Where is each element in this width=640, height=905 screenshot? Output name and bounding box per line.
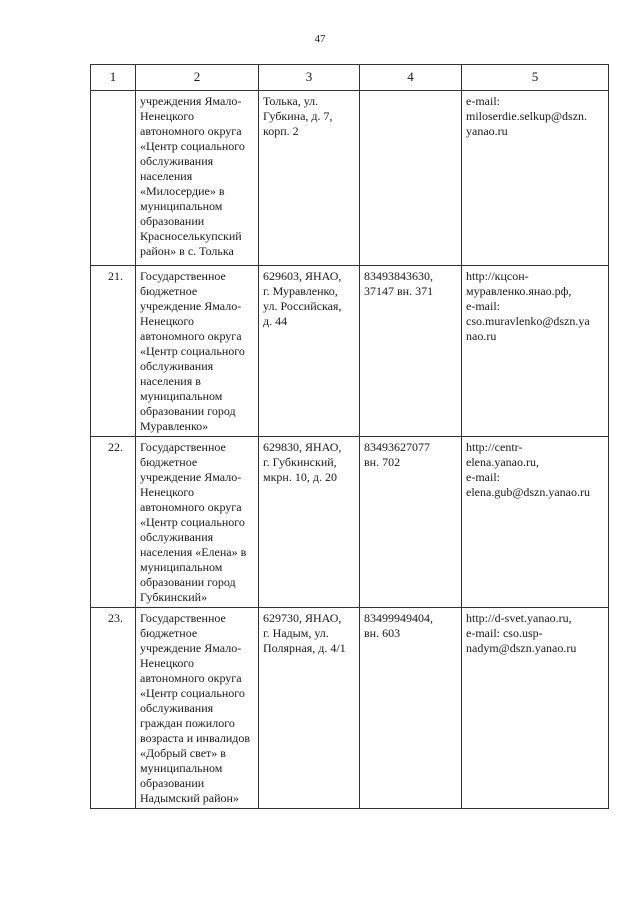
institution-web: http://кцсон- муравленко.янао.рф, e-mail: cso.muravlenko@dszn.ya nao.ru <box>462 266 609 437</box>
row-number <box>91 91 136 266</box>
institution-phone: 83499949404, вн. 603 <box>360 608 462 809</box>
column-header-4: 4 <box>360 65 462 91</box>
institutions-table <box>90 64 609 809</box>
row-number: 21. <box>91 266 136 437</box>
column-header-5: 5 <box>462 65 609 91</box>
row-number: 23. <box>91 608 136 809</box>
table-body <box>91 91 609 809</box>
page-number: 47 <box>314 33 326 45</box>
row-number: 22. <box>91 437 136 608</box>
table-row <box>91 91 609 266</box>
column-header-2: 2 <box>136 65 259 91</box>
institution-phone: 83493627077 вн. 702 <box>360 437 462 608</box>
header-row <box>91 65 609 91</box>
table-row <box>91 608 609 809</box>
column-header-3: 3 <box>259 65 360 91</box>
institution-address: 629603, ЯНАО, г. Муравленко, ул. Российская, д. 44 <box>259 266 360 437</box>
table-row <box>91 266 609 437</box>
table-header <box>91 65 609 91</box>
institution-web: http://d-svet.yanao.ru, e-mail: cso.usp- nadym@dszn.yanao.ru <box>462 608 609 809</box>
institution-address: Толька, ул. Губкина, д. 7, корп. 2 <box>259 91 360 266</box>
table-row <box>91 437 609 608</box>
institution-web: e-mail: miloserdie.selkup@dszn. yanao.ru <box>462 91 609 266</box>
institution-name: Государственное бюджетное учреждение Ямало- Ненецкого автономного округа «Центр социального обслуживания населения «Елена» в муниципальном образовании город Губкинский» <box>136 437 259 608</box>
institution-name: учреждения Ямало- Ненецкого автономного округа «Центр социального обслуживания населения «Милосердие» в муниципальном образовании Красноселькупский район» в с. Толька <box>136 91 259 266</box>
institution-name: Государственное бюджетное учреждение Ямало- Ненецкого автономного округа «Центр социального обслуживания населения в муниципальном образовании город Муравленко» <box>136 266 259 437</box>
institution-address: 629730, ЯНАО, г. Надым, ул. Полярная, д. 4/1 <box>259 608 360 809</box>
institution-name: Государственное бюджетное учреждение Ямало- Ненецкого автономного округа «Центр социального обслуживания граждан пожилого возраста и инвалидов «Добрый свет» в муниципальном образовании Надымский район» <box>136 608 259 809</box>
column-header-1: 1 <box>91 65 136 91</box>
institution-web: http://centr- elena.yanao.ru, e-mail: elena.gub@dszn.yanao.ru <box>462 437 609 608</box>
institution-phone: 83493843630, 37147 вн. 371 <box>360 266 462 437</box>
institution-phone <box>360 91 462 266</box>
institution-address: 629830, ЯНАО, г. Губкинский, мкрн. 10, д. 20 <box>259 437 360 608</box>
